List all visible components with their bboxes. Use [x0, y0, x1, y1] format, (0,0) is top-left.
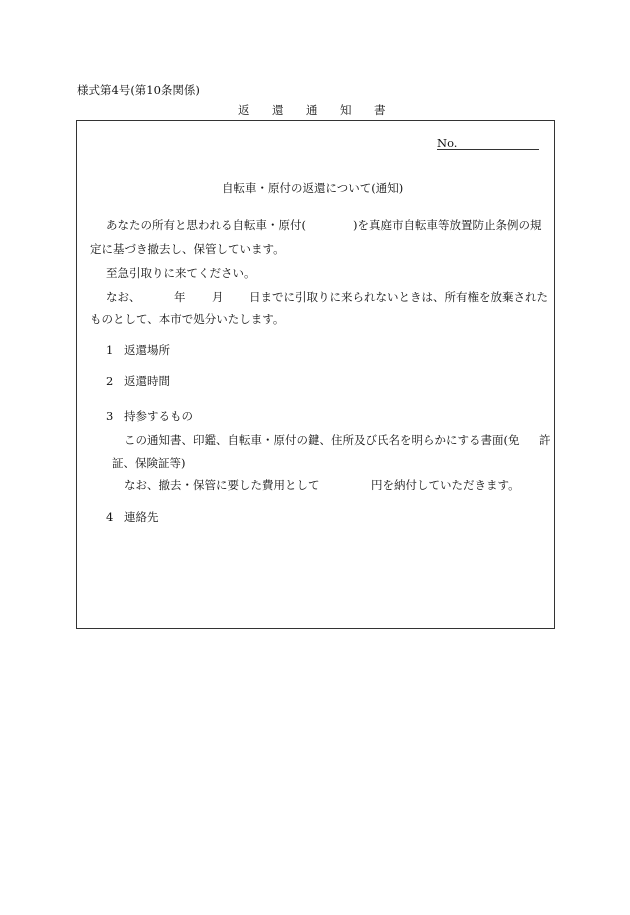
- body-para3-month: 月: [212, 290, 224, 304]
- item3-detail-line2: 証、保険証等): [112, 456, 186, 470]
- body-para1-line2: 定に基づき撤去し、保管しています。: [90, 242, 285, 256]
- body-para3-line2: ものとして、本市で処分いたします。: [90, 312, 285, 326]
- item3-detail-line1-end: 許: [539, 433, 551, 447]
- item3-detail-line3-tail: 円を納付していただきます。: [371, 478, 520, 492]
- body-para2: 至急引取りに来てください。: [106, 266, 256, 280]
- number-field-line: [437, 149, 539, 150]
- item-number: 4: [106, 510, 114, 524]
- body-para1-line1-tail: )を真庭市自転車等放置防止条例の規: [353, 218, 542, 232]
- item-number: 3: [106, 409, 114, 423]
- item3-detail-line3: なお、撤去・保管に要した費用として: [124, 478, 320, 492]
- number-label: No.: [437, 136, 458, 150]
- body-para3-lead: なお、: [106, 290, 141, 304]
- item-label-return-time: 返還時間: [124, 374, 170, 388]
- document-title: 返還通知書: [238, 103, 408, 117]
- item-number: 1: [106, 343, 114, 357]
- body-para3-tail: 日までに引取りに来られないときは、所有権を放棄された: [249, 290, 548, 304]
- item-label-contact: 連絡先: [124, 510, 159, 524]
- body-para3-year: 年: [174, 290, 186, 304]
- item-label-items-to-bring: 持参するもの: [124, 409, 193, 423]
- item3-detail-line1: この通知書、印鑑、自転車・原付の鍵、住所及び氏名を明らかにする書面(免: [124, 433, 520, 447]
- form-label: 様式第4号(第10条関係): [77, 83, 200, 97]
- item-number: 2: [106, 374, 114, 388]
- item-label-return-place: 返還場所: [124, 343, 170, 357]
- subject-line: 自転車・原付の返還について(通知): [222, 181, 404, 195]
- body-para1-line1: あなたの所有と思われる自転車・原付(: [106, 218, 306, 232]
